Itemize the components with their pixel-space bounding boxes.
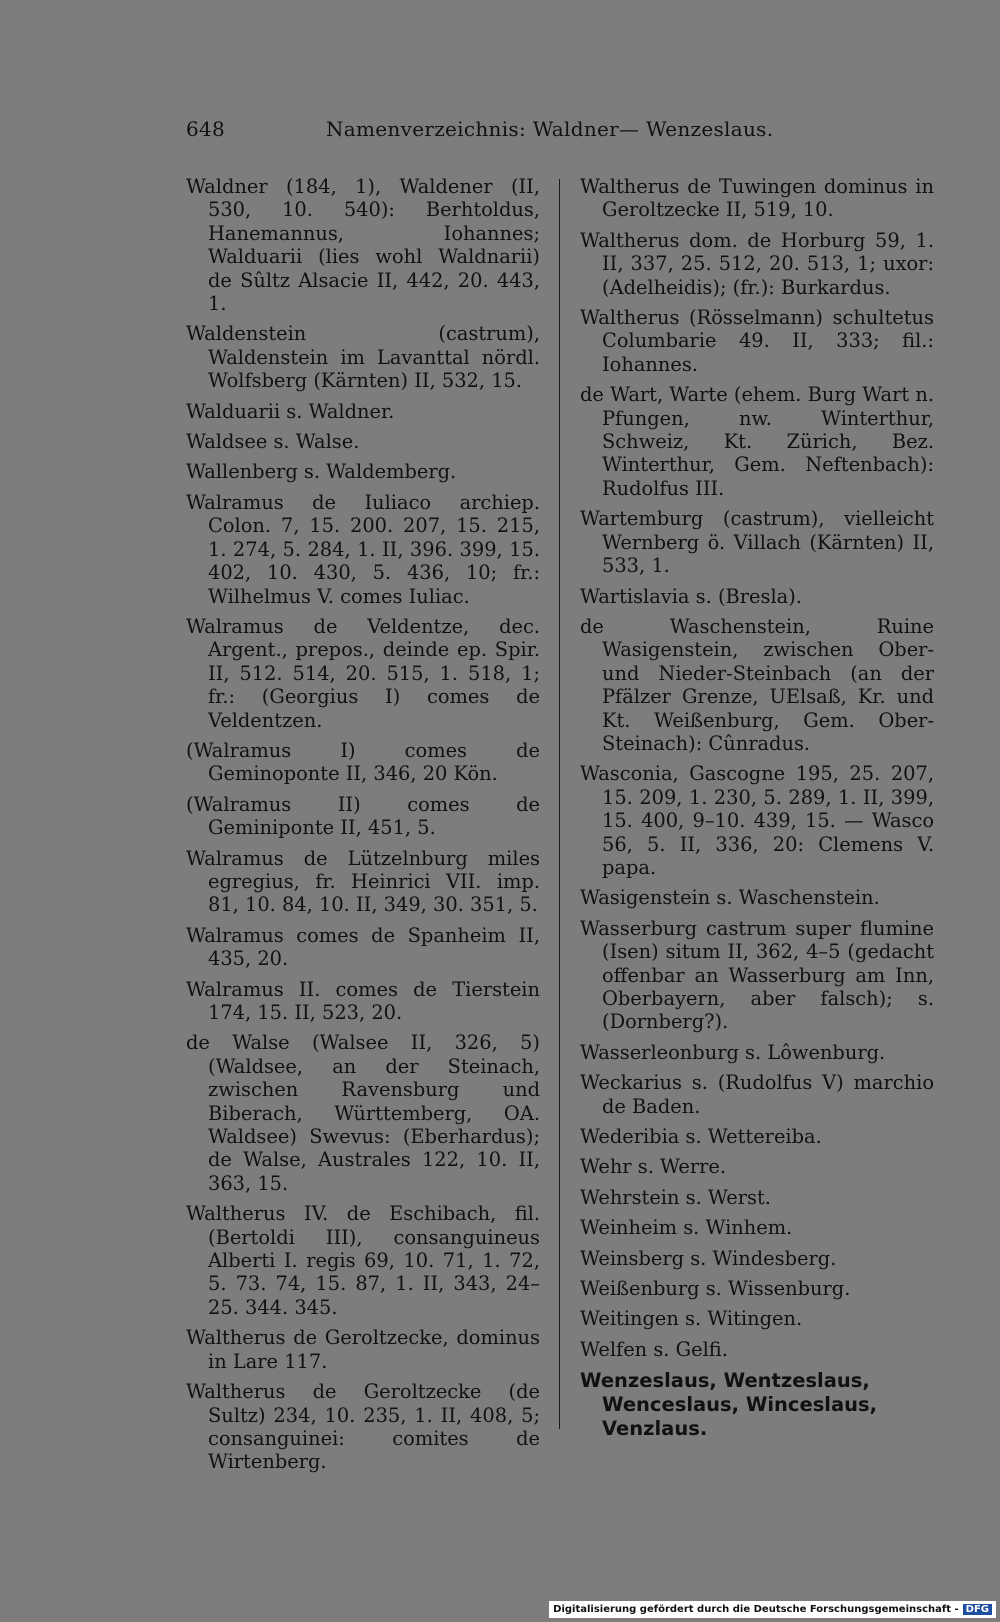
page-number: 648 [186, 117, 226, 141]
funding-footer [549, 1601, 996, 1618]
index-entry: (Walramus I) comes de Geminoponte II, 346, 20 Kön. [186, 738, 540, 786]
index-entry: Walduarii s. Waldner. [186, 399, 395, 423]
column-divider [559, 179, 560, 1429]
footer-text: Digitalisierung gefördert durch die Deutsche Forschungsgemeinschaft - [553, 1604, 959, 1615]
index-entry: Weißenburg s. Wissenburg. [580, 1277, 851, 1301]
index-entry: Waldsee s. Walse. [186, 430, 360, 454]
index-entry: Waldner (184, 1), Waldener (II, 530, 10. 540): Berhtoldus, Hanemannus, Iohannes; Walduarii (lies wohl Waldnarii) de Sûltz Alsacie II, 442, 20. 443, 1. [186, 175, 540, 316]
index-entry: Waltherus de Tuwingen dominus in Geroltzecke II, 519, 10. [580, 175, 934, 222]
index-entry: Wallenberg s. Waldemberg. [186, 460, 457, 484]
index-entry: Waltherus (Rösselmann) schultetus Columbarie 49. II, 333; fil.: Iohannes. [580, 306, 934, 376]
dfg-logo: DFG [963, 1604, 992, 1615]
index-entry-heading: Wenzeslaus, Wentzeslaus, Wenceslaus, Winceslaus, Venzlaus. [580, 1369, 878, 1441]
index-entry: Waltherus de Geroltzecke (de Sultz) 234, 10. 235, 1. II, 408, 5; consanguinei: comites de Wirtenberg. [186, 1380, 540, 1474]
index-column-left [186, 175, 540, 1481]
index-entry: Walramus de Lützelnburg miles egregius, fr. Heinrici VII. imp. 81, 10. 84, 10. II, 349, 30. 351, 5. [186, 846, 540, 917]
running-title: Namenverzeichnis: Waldner— Wenzeslaus. [326, 117, 774, 141]
index-entry: de Wart, Warte (ehem. Burg Wart n. Pfungen, nw. Winterthur, Schweiz, Kt. Zürich, Bez. Winterthur, Gem. Neftenbach): Rudolfus III. [580, 383, 934, 500]
index-entry: de Waschenstein, Ruine Wasigenstein, zwischen Ober- und Nieder-Steinbach (an der Pfälzer Grenze, UElsaß, Kr. und Kt. Weißenburg, Gem. Ober-Steinach): Cûnradus. [580, 614, 934, 755]
index-entry: Weinsberg s. Windesberg. [580, 1246, 837, 1270]
index-entry: Walramus II. comes de Tierstein 174, 15. II, 523, 20. [186, 977, 540, 1024]
index-entry: Weitingen s. Witingen. [580, 1307, 803, 1331]
index-entry: Waltherus IV. de Eschibach, fil. (Bertoldi III), consanguineus Alberti I. regis 69, 10. 71, 1. 72, 5. 73. 74, 15. 87, 1. II, 343, 24–25. 344. 345. [186, 1202, 540, 1319]
index-entry: Waltherus de Geroltzecke, dominus in Lare 117. [186, 1326, 540, 1373]
index-entry: Walramus de Iuliaco archiep. Colon. 7, 15. 200. 207, 15. 215, 1. 274, 5. 284, 1. II, 396. 399, 15. 402, 10. 430, 5. 436, 10; fr.: Wilhelmus V. comes Iuliac. [186, 490, 540, 608]
index-entry: Welfen s. Gelfi. [580, 1337, 728, 1361]
index-entry: Wasconia, Gascogne 195, 25. 207, 15. 209, 1. 230, 5. 289, 1. II, 399, 15. 400, 9–10. 439, 15. — Wasco 56, 5. II, 336, 20: Clemens V. papa. [580, 762, 934, 879]
index-entry: Wasserburg castrum super flumine (Isen) situm II, 362, 4–5 (gedacht offenbar an Wasserburg am Inn, Oberbayern, aber falsch); s. (Dornberg?). [580, 916, 934, 1034]
index-entry: Wehr s. Werre. [580, 1155, 727, 1179]
index-column-right [580, 175, 934, 1448]
index-entry: Weckarius s. (Rudolfus V) marchio de Baden. [580, 1071, 934, 1118]
index-entry: Wehrstein s. Werst. [580, 1185, 771, 1209]
index-entry: Waltherus dom. de Horburg 59, 1. II, 337, 25. 512, 20. 513, 1; uxor: (Adelheidis); (fr.): Burkardus. [580, 228, 934, 299]
index-entry: Wartislavia s. (Bresla). [580, 584, 802, 608]
index-entry: Wasigenstein s. Waschenstein. [580, 886, 880, 910]
index-entry: Wederibia s. Wettereiba. [580, 1125, 822, 1149]
index-entry: (Walramus II) comes de Geminiponte II, 451, 5. [186, 792, 540, 840]
index-entry: Walramus comes de Spanheim II, 435, 20. [186, 923, 540, 971]
index-entry: Wartemburg (castrum), vielleicht Wernberg ö. Villach (Kärnten) II, 533, 1. [580, 507, 934, 578]
index-entry: Walramus de Veldentze, dec. Argent., prepos., deinde ep. Spir. II, 512. 514, 20. 515, 1. 518, 1; fr.: (Georgius I) comes de Veldentzen. [186, 614, 540, 732]
index-entry: Weinheim s. Winhem. [580, 1216, 793, 1240]
index-entry: de Walse (Walsee II, 326, 5) (Waldsee, an der Steinach, zwischen Ravensburg und Biberach, Württemberg, OA. Waldsee) Swevus: (Eberhardus); de Walse, Australes 122, 10. II, 363, 15. [186, 1031, 540, 1195]
index-entry: Wasserleonburg s. Lôwenburg. [580, 1040, 886, 1064]
index-entry: Waldenstein (castrum), Waldenstein im Lavanttal nördl. Wolfsberg (Kärnten) II, 532, 15. [186, 322, 540, 393]
